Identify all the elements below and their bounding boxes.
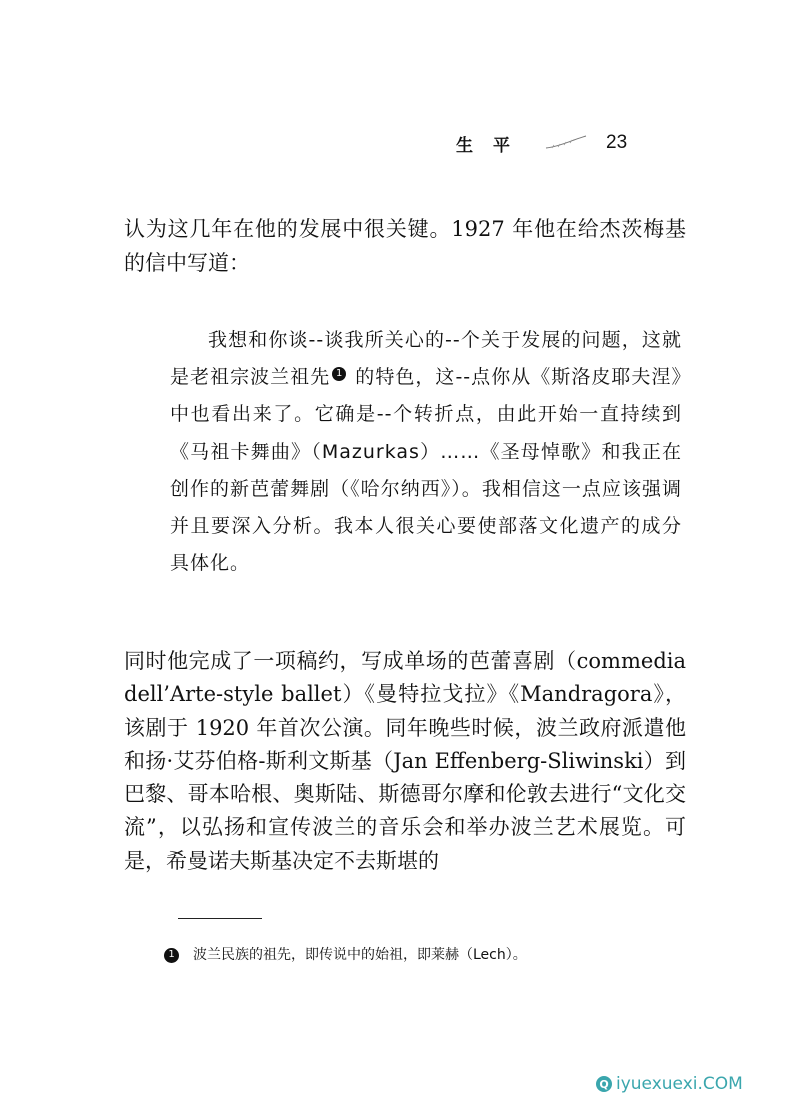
footnote xyxy=(162,943,527,967)
body-paragraph-2: 同时他完成了一项稿约，写成单场的芭蕾喜剧（commedia dell’Arte-style ballet）《曼特拉戈拉》《Mandragora》，该剧于 1920 年首次公演。同年晚些时候，波兰政府派遣他和扬·艾芬伯格-斯利文斯基（Jan Effenberg-Sliwinski）到巴黎、哥本哈根、奥斯陆、斯德哥尔摩和伦敦去进行“文化交流”，以弘扬和宣传波兰的音乐会和举办波兰艺术展览。可是，希曼诺夫斯基决定不去斯堪的 xyxy=(124,649,686,873)
watermark xyxy=(596,1074,743,1094)
quote-text-part-2: 的特色，这--点你从《斯洛皮耶夫涅》中也看出来了。它确是--个转折点，由此开始一直持续到《马祖卡舞曲》（Mazurkas）……《圣母悼歌》和我正在创作的新芭蕾舞剧（《哈尔纳西》）。我相信这一点应该强调并且要深入分析。我本人很关心要使部落文化遗产的成分具体化。 xyxy=(170,366,682,575)
watermark-logo-icon: Q xyxy=(596,1076,612,1092)
quote-text-part-1: 我想和你谈--谈我所关心的--个关于发展的问题，这就是老祖宗波兰祖先 xyxy=(170,329,682,389)
footnote-reference-icon[interactable]: 1 xyxy=(332,367,346,381)
footnote-divider xyxy=(178,918,262,919)
footnote-text: 波兰民族的祖先，即传说中的始祖，即莱赫（Lech）。 xyxy=(193,947,527,963)
footnote-number-icon: 1 xyxy=(164,948,179,963)
block-quote xyxy=(170,322,682,582)
watermark-text: iyuexuexi.COM xyxy=(616,1074,743,1094)
page-number: 23 xyxy=(606,132,628,153)
decorative-flourish-icon xyxy=(544,135,588,151)
running-header xyxy=(456,128,627,158)
chapter-title: 生平 xyxy=(456,135,530,156)
body-paragraph-1: 认为这几年在他的发展中很关键。1927 年他在给杰茨梅基的信中写道： xyxy=(124,217,686,275)
